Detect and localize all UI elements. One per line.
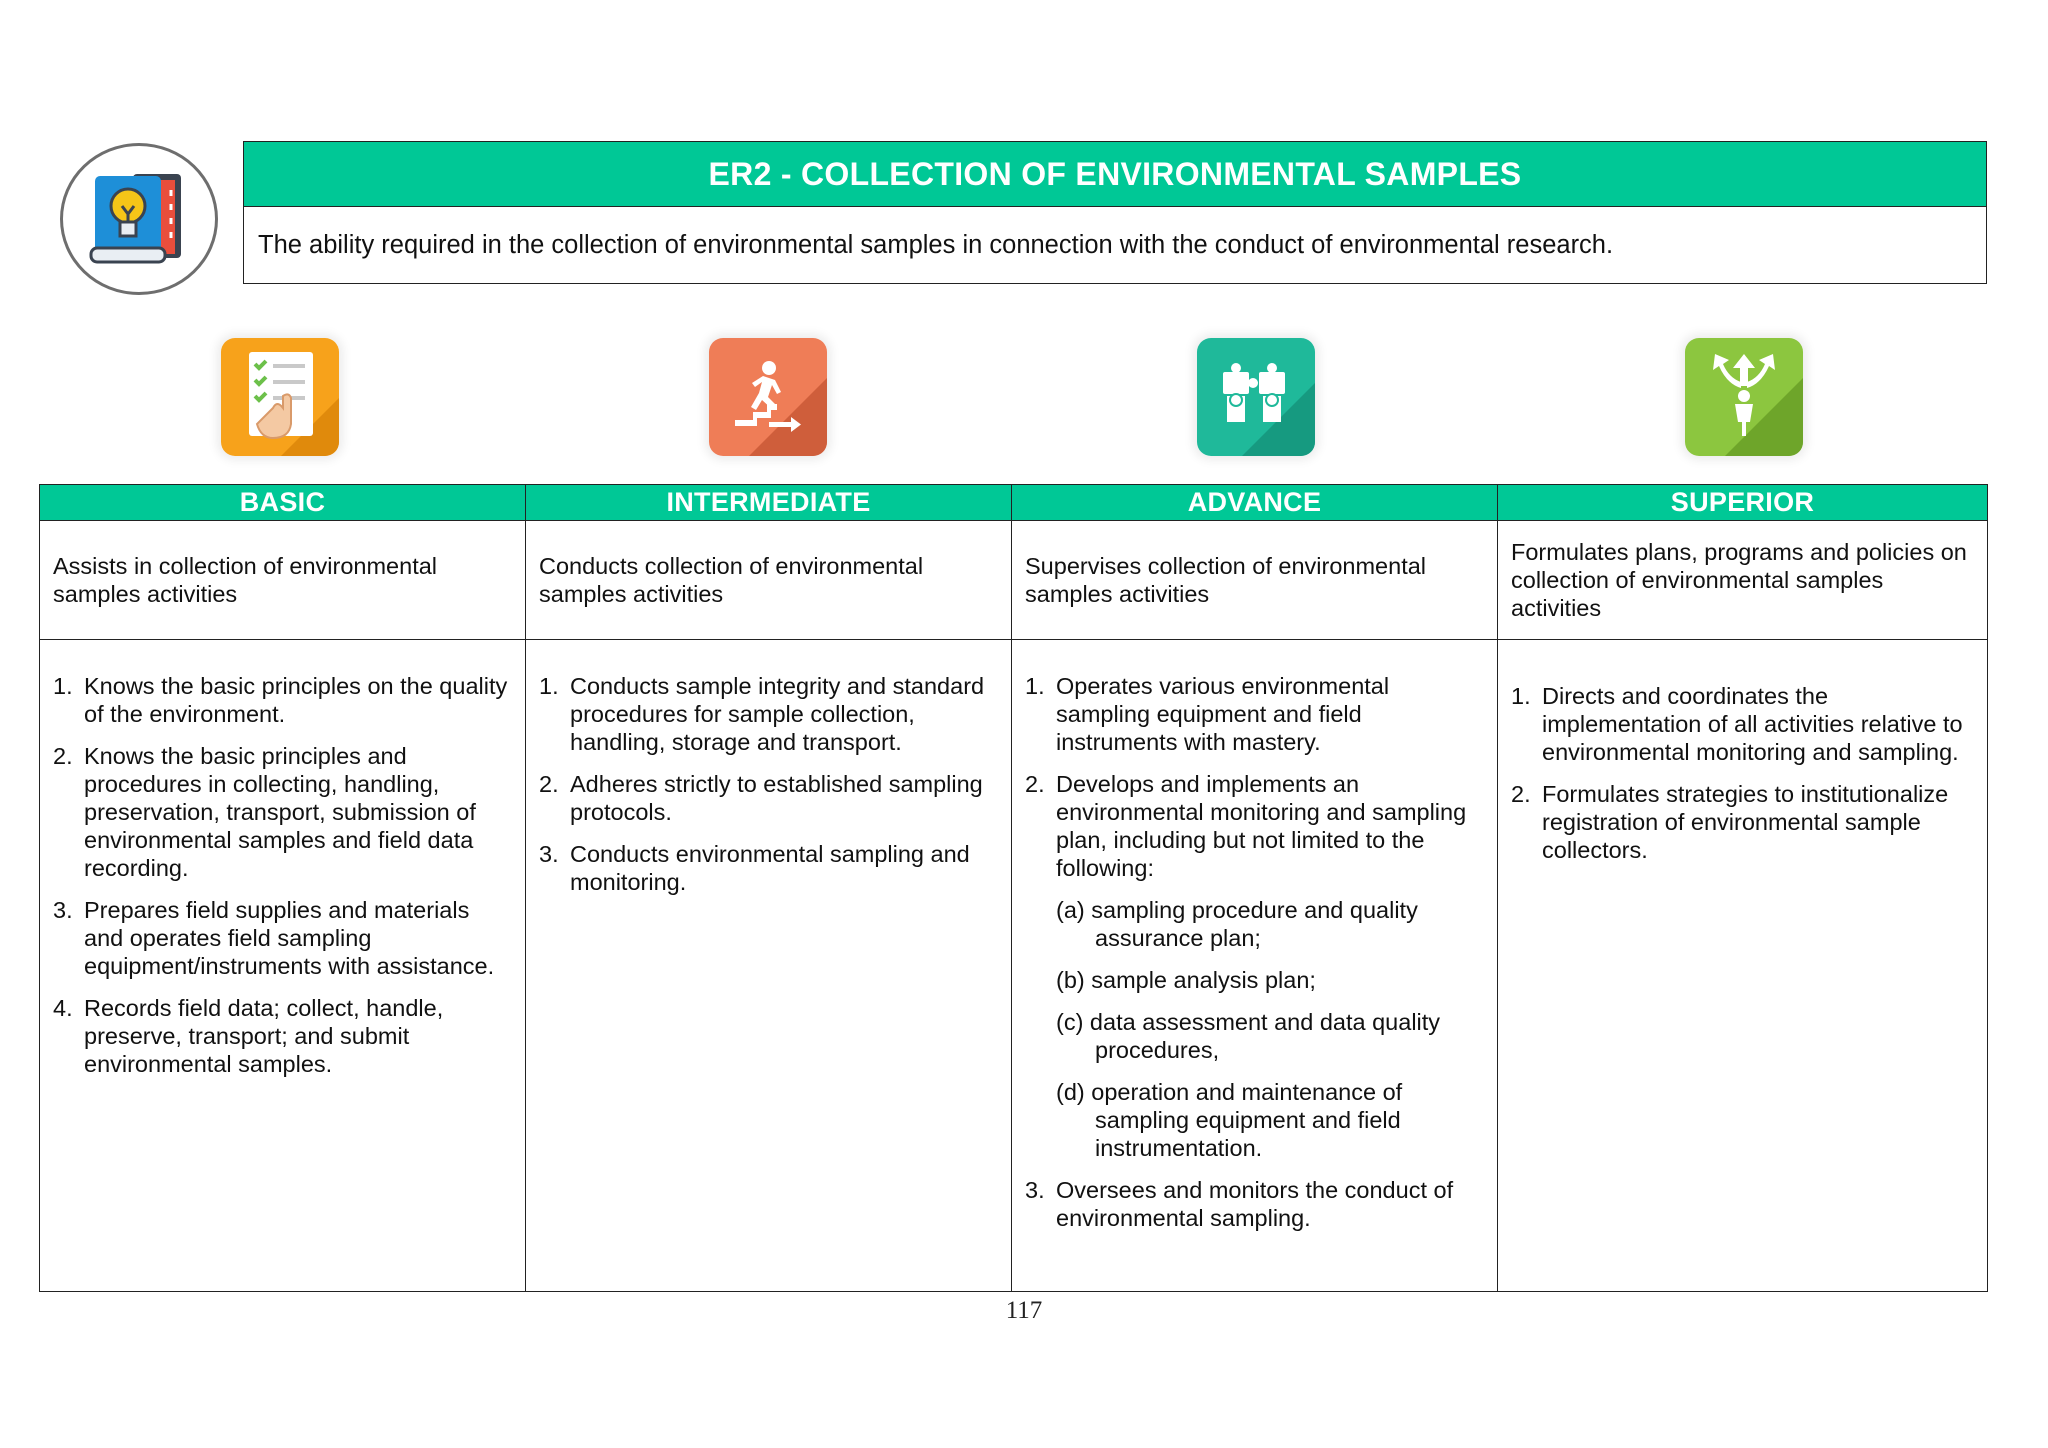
details-superior: [1498, 640, 1988, 1292]
list-number: 1.: [1511, 683, 1531, 709]
level-details-row: [40, 640, 1988, 1292]
indicator-list: [1511, 682, 1974, 864]
list-number: 2.: [1025, 771, 1045, 797]
list-text: Directs and coordinates the implementation of all activities relative to environmental monitoring and sampling.: [1542, 683, 1963, 765]
summary-superior: Formulates plans, programs and policies on collection of environmental samples activities: [1498, 521, 1988, 640]
list-item: [539, 770, 998, 826]
running-person-stairs-icon: [709, 338, 827, 456]
details-advance: [1012, 640, 1498, 1292]
summary-intermediate: Conducts collection of environmental samples activities: [526, 521, 1012, 640]
list-item: [1025, 770, 1484, 1162]
list-number: 3.: [53, 897, 73, 923]
sub-list-item: (a) sampling procedure and quality assurance plan;: [1056, 897, 1418, 951]
list-text: Conducts environmental sampling and monitoring.: [570, 841, 970, 895]
page-number: 117: [1005, 1297, 1043, 1324]
list-text: Conducts sample integrity and standard procedures for sample collection, handling, storage and transport.: [570, 673, 985, 755]
summary-basic: Assists in collection of environmental samples activities: [40, 521, 526, 640]
competency-description: The ability required in the collection of environmental samples in connection with the conduct of environmental research.: [258, 231, 1614, 259]
list-text: Adheres strictly to established sampling protocols.: [570, 771, 983, 825]
list-item: [53, 742, 512, 882]
list-text: Records field data; collect, handle, preserve, transport; and submit environmental samples.: [84, 995, 444, 1077]
level-header-intermediate: INTERMEDIATE: [526, 485, 1012, 521]
list-number: 3.: [1025, 1177, 1045, 1203]
list-item: [53, 896, 512, 980]
list-text: Formulates strategies to institutionalize registration of environmental sample collectors.: [1542, 781, 1949, 863]
direction-arrows-person-icon: [1685, 338, 1803, 456]
list-item: [1511, 780, 1974, 864]
list-item: [1025, 672, 1484, 756]
list-item: [539, 840, 998, 896]
sub-list-item: (c) data assessment and data quality procedures,: [1056, 1009, 1441, 1063]
list-text: Develops and implements an environmental monitoring and sampling plan, including but not limited to the following:: [1056, 771, 1467, 881]
level-summary-row: [40, 521, 1988, 640]
indicator-list: [53, 672, 512, 1078]
list-number: 2.: [539, 771, 559, 797]
sub-list: [1056, 896, 1484, 1162]
details-intermediate: [526, 640, 1012, 1292]
competency-title: ER2 - COLLECTION OF ENVIRONMENTAL SAMPLES: [244, 142, 1986, 207]
puzzle-people-icon: [1197, 338, 1315, 456]
list-number: 1.: [53, 673, 73, 699]
summary-advance: Supervises collection of environmental samples activities: [1012, 521, 1498, 640]
list-item: [53, 672, 512, 728]
list-item: [1511, 682, 1974, 766]
checklist-hand-icon: [221, 338, 339, 456]
level-header-advance: ADVANCE: [1012, 485, 1498, 521]
sub-list-item: (b) sample analysis plan;: [1056, 967, 1316, 993]
list-text: Knows the basic principles and procedures in collecting, handling, preservation, transport, submission of environmental samples and field data recording.: [84, 743, 476, 881]
book-lightbulb-icon: [60, 143, 218, 295]
list-number: 2.: [53, 743, 73, 769]
list-number: 3.: [539, 841, 559, 867]
sub-list-item: (d) operation and maintenance of sampling equipment and field instrumentation.: [1056, 1079, 1403, 1161]
level-header-basic: BASIC: [40, 485, 526, 521]
list-text: Knows the basic principles on the quality of the environment.: [84, 673, 508, 727]
list-number: 2.: [1511, 781, 1531, 807]
list-number: 1.: [1025, 673, 1045, 699]
indicator-list: [1025, 672, 1484, 1232]
details-basic: [40, 640, 526, 1292]
competency-levels-table: [39, 484, 1988, 1292]
competency-header: [243, 141, 1987, 284]
level-header-superior: SUPERIOR: [1498, 485, 1988, 521]
indicator-list: [539, 672, 998, 896]
list-item: [1025, 1176, 1484, 1232]
list-text: Prepares field supplies and materials and operates field sampling equipment/instruments with assistance.: [84, 897, 495, 979]
list-text: Oversees and monitors the conduct of environmental sampling.: [1056, 1177, 1454, 1231]
list-number: 1.: [539, 673, 559, 699]
list-item: [53, 994, 512, 1078]
list-number: 4.: [53, 995, 73, 1021]
list-text: Operates various environmental sampling equipment and field instruments with mastery.: [1056, 673, 1390, 755]
level-header-row: [40, 485, 1988, 521]
list-item: [539, 672, 998, 756]
